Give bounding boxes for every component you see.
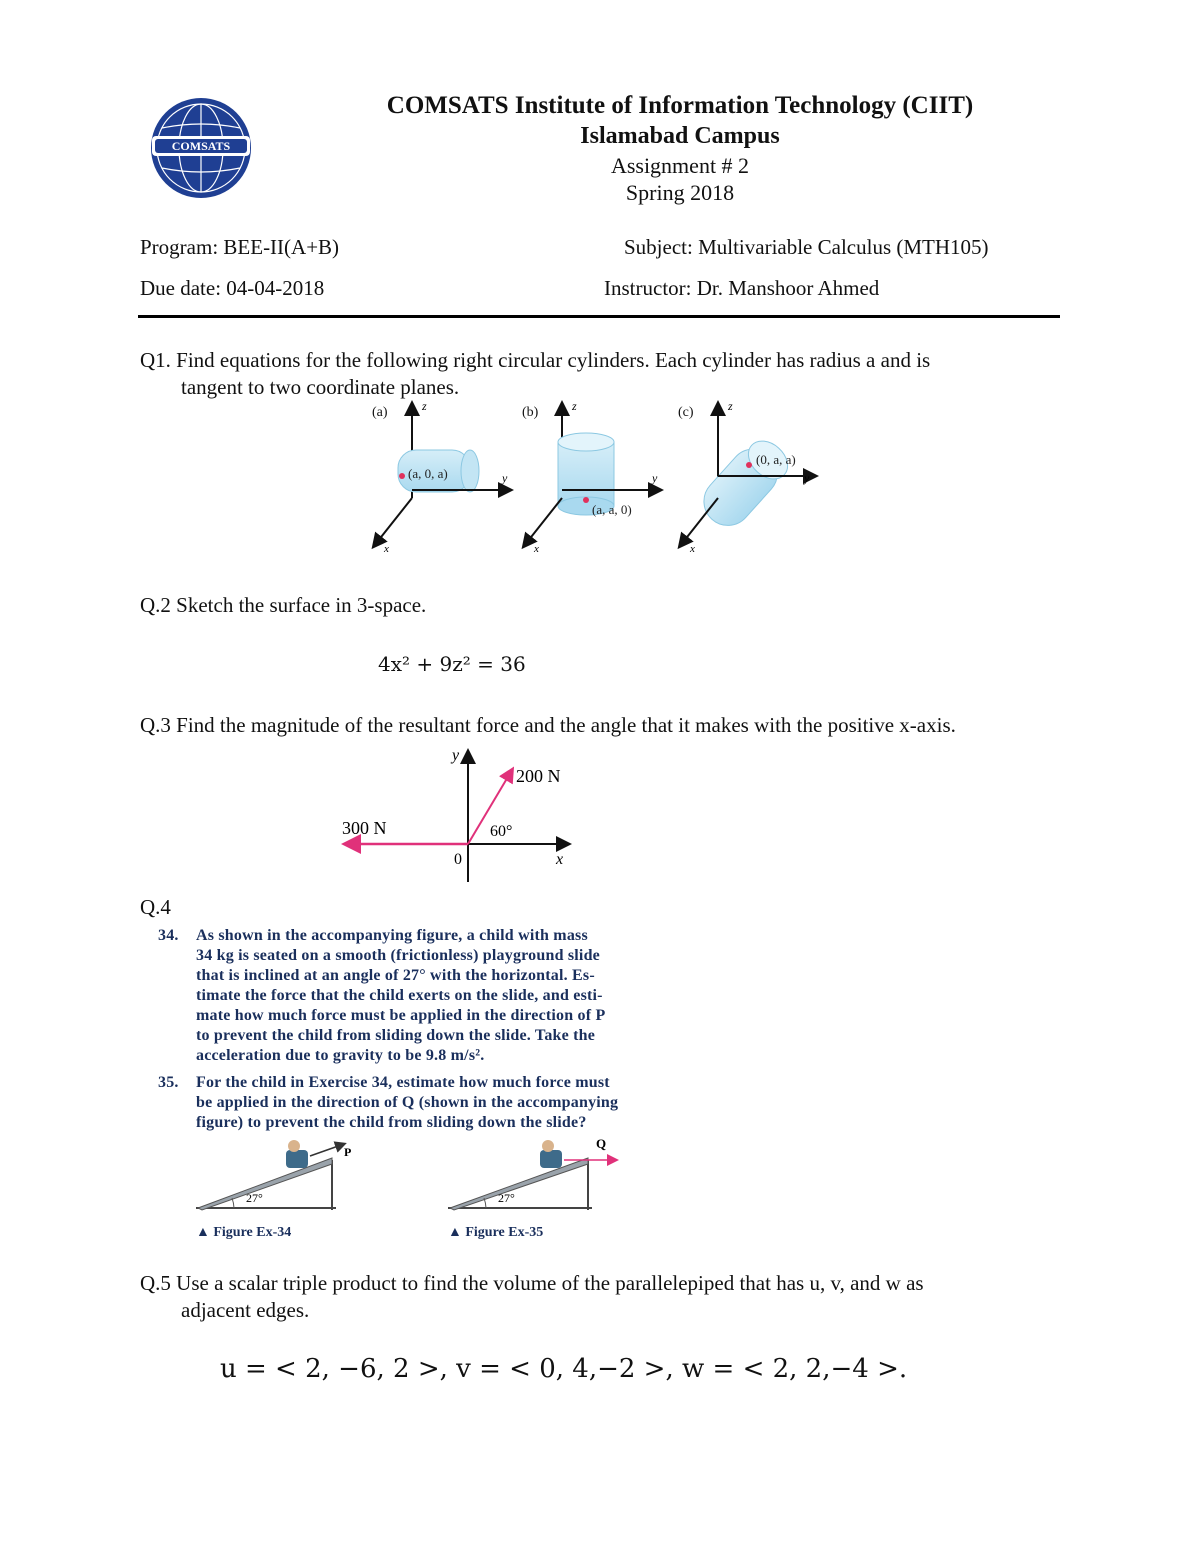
due-date: Due date: 04-04-2018 xyxy=(140,276,325,300)
label-a: (a) xyxy=(372,405,388,420)
ex35-line: figure) to prevent the child from sliding down the slide? xyxy=(196,1114,587,1131)
slide-figure-34 xyxy=(194,1136,354,1246)
point-a-label: (a, 0, a) xyxy=(408,466,448,481)
label-b: (b) xyxy=(522,405,539,420)
ex34-text xyxy=(196,926,726,1066)
ex34-line: acceleration due to gravity to be 9.8 m/s². xyxy=(196,1047,485,1064)
q-label: Q xyxy=(596,1136,607,1151)
campus-title: Islamabad Campus xyxy=(580,123,780,149)
ex35-line: For the child in Exercise 34, estimate how much force must xyxy=(196,1074,610,1091)
q1-cylinders-figure xyxy=(360,398,830,558)
ex34-line: that is inclined at an angle of 27° with the horizontal. Es- xyxy=(196,967,595,984)
x-label-c: x xyxy=(690,543,695,555)
header-divider xyxy=(138,315,1060,318)
child-35 xyxy=(540,1150,562,1168)
angle-34: 27° xyxy=(246,1191,263,1205)
z-label-b: z xyxy=(572,399,577,413)
ex34-line: to prevent the child from sliding down the slide. Take the xyxy=(196,1027,596,1044)
q3-text: Q.3 Find the magnitude of the resultant force and the angle that it makes with the positive x-axis. xyxy=(140,713,956,737)
slide-figure-35 xyxy=(446,1136,636,1246)
angle-label: 60° xyxy=(490,823,513,840)
ex35-number: 35. xyxy=(158,1074,179,1091)
ex34-line: 34 kg is seated on a smooth (frictionless) playground slide xyxy=(196,947,600,964)
ex34-line: As shown in the accompanying figure, a child with mass xyxy=(196,927,588,944)
subject: Subject: Multivariable Calculus (MTH105) xyxy=(624,235,989,259)
instructor: Instructor: Dr. Manshoor Ahmed xyxy=(604,276,880,300)
point-c xyxy=(746,462,752,468)
ex35-text xyxy=(196,1073,726,1133)
institute-title: COMSATS Institute of Information Technology (CIIT) xyxy=(386,92,974,119)
force-300-label: 300 N xyxy=(342,818,387,838)
point-c-label: (0, a, a) xyxy=(756,452,796,467)
term: Spring 2018 xyxy=(625,180,735,205)
ex34-line: mate how much force must be applied in the direction of P xyxy=(196,1007,606,1024)
assignment-number: Assignment # 2 xyxy=(610,153,750,178)
q2-text: Q.2 Sketch the surface in 3-space. xyxy=(140,593,427,617)
point-a xyxy=(399,473,405,479)
q5-vectors: u = < 2, −6, 2 >, v = < 0, 4,−2 >, w = < 2, 2,−4 >. xyxy=(220,1354,908,1384)
origin-label: 0 xyxy=(454,851,462,868)
figure-ex34-caption: ▲ Figure Ex-34 xyxy=(196,1225,292,1240)
comsats-logo xyxy=(146,98,256,198)
q5-text-line1: Q.5 Use a scalar triple product to find the volume of the parallelepiped that has u, v, and w as xyxy=(140,1271,924,1295)
force-200-label: 200 N xyxy=(516,766,561,786)
q1-text-line2: tangent to two coordinate planes. xyxy=(181,375,460,399)
program: Program: BEE-II(A+B) xyxy=(140,235,340,259)
q5-text-line2: adjacent edges. xyxy=(181,1298,310,1322)
q2-equation: 4x² + 9z² = 36 xyxy=(378,652,526,676)
ex34-number: 34. xyxy=(158,927,179,944)
angle-35: 27° xyxy=(498,1191,515,1205)
x-label: x xyxy=(556,851,564,868)
y-label: y xyxy=(452,747,460,764)
ex35-line: be applied in the direction of Q (shown in the accompanying xyxy=(196,1094,619,1111)
logo-text: COMSATS xyxy=(171,139,231,153)
child-34 xyxy=(286,1150,308,1168)
p-label: P xyxy=(344,1145,352,1159)
figure-ex35-caption: ▲ Figure Ex-35 xyxy=(448,1225,544,1240)
x-label-b: x xyxy=(534,543,539,555)
q1-text-line1: Q1. Find equations for the following right circular cylinders. Each cylinder has radius a and is xyxy=(140,348,931,372)
q3-force-diagram xyxy=(330,744,580,886)
y-label-b: y xyxy=(652,471,658,485)
z-label-c: z xyxy=(728,399,733,413)
q4-label: Q.4 xyxy=(140,895,171,919)
y-label-c: y xyxy=(804,471,810,485)
y-label-a: y xyxy=(502,471,508,485)
x-label-a: x xyxy=(384,543,389,555)
point-b-label: (a, a, 0) xyxy=(592,502,632,517)
point-b xyxy=(583,497,589,503)
label-c: (c) xyxy=(678,405,694,420)
ex34-line: timate the force that the child exerts on the slide, and esti- xyxy=(196,987,603,1004)
z-label-a: z xyxy=(422,399,427,413)
